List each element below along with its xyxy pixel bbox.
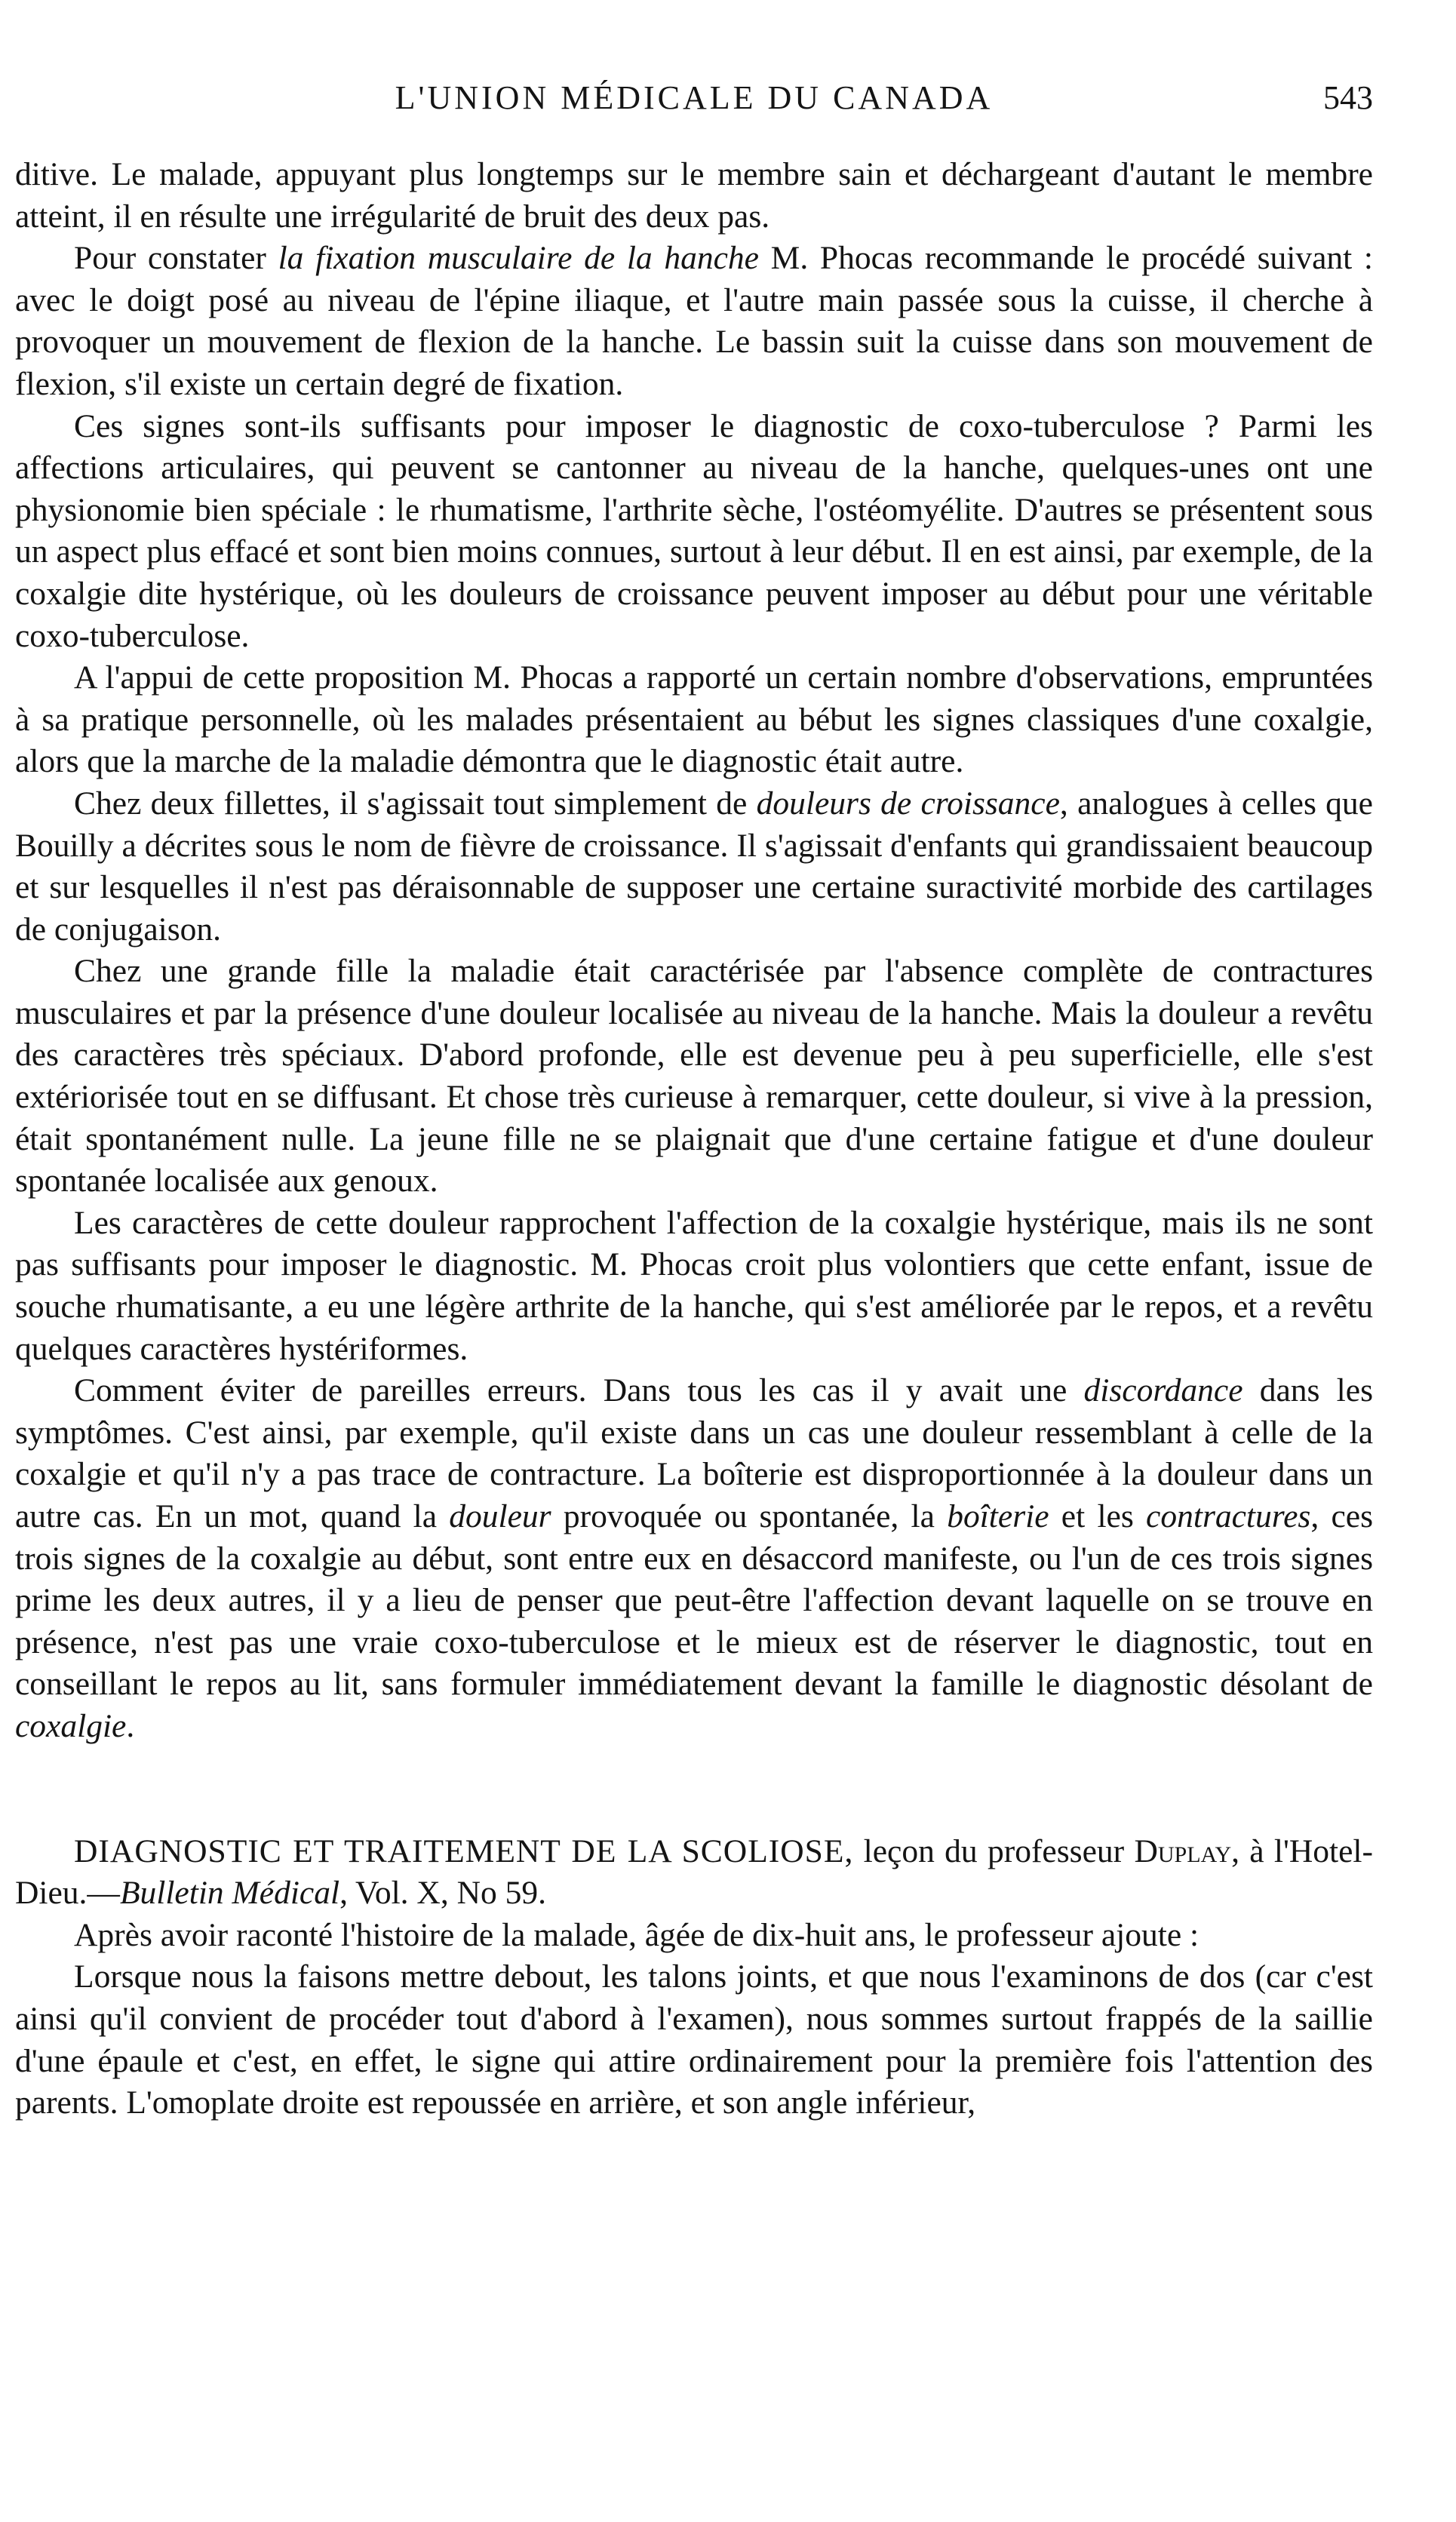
paragraph: [15, 783, 1373, 951]
text-run: et les: [1049, 1498, 1147, 1534]
italic-text: discordance: [1083, 1372, 1243, 1409]
paragraph: [15, 154, 1373, 238]
italic-text: coxalgie: [15, 1707, 127, 1744]
paragraph: [15, 1956, 1373, 2124]
section-subtitle: leçon du professeur: [853, 1832, 1135, 1869]
section-title: DIAGNOSTIC ET TRAITEMENT DE LA SCOLIOSE,: [74, 1832, 854, 1869]
text-run: ditive. Le malade, appuyant plus longtemps sur le membre sain et déchargeant d'autant le membre atteint, il en résulte une irrégularité de bruit des deux pas.: [15, 156, 1373, 235]
running-header: [15, 72, 1373, 125]
italic-text: la fixation musculaire de la hanche: [278, 240, 759, 277]
text-run: , analogues à celles que Bouilly a décrites sous le nom de fièvre de croissance. Il s'agissait d'enfants qui grandissaient beaucoup et sur lesquelles il n'est pas déraisonnable de supposer une certaine suractivité morbide des cartilages de conjugaison.: [15, 785, 1373, 948]
text-run: dans les symptômes. C'est ainsi, par exemple, qu'il existe dans un cas une douleur ressemblant à celle de la coxalgie et qu'il n'y a pas trace de contracture. La boîterie est disproportionnée à la douleur dans un autre cas. En un mot, quand la: [15, 1372, 1374, 1534]
paragraph: [15, 951, 1373, 1203]
text-run: A l'appui de cette proposition M. Phocas a rapporté un certain nombre d'observations, empruntées à sa pratique personnelle, où les malades présentaient au bébut les signes classiques d'une coxalgie, alors que la marche de la maladie démontra que le diagnostic était autre.: [15, 659, 1373, 780]
paragraph: [15, 406, 1373, 658]
text-run: Comment éviter de pareilles erreurs. Dans tous les cas il y avait une: [74, 1372, 1084, 1409]
text-run: M. Phocas recommande le procédé suivant : avec le doigt posé au niveau de l'épine iliaque, et l'autre main passée sous la cuisse, il cherche à provoquer un mouvement de flexion de la hanche. Le bassin suit la cuisse dans son mouvement de flexion, s'il existe un certain degré de fixation.: [15, 240, 1374, 402]
paragraph: [15, 1370, 1373, 1747]
italic-text: douleurs de croissance: [756, 785, 1060, 822]
paragraph: [15, 238, 1373, 405]
text-run: Ces signes sont-ils suffisants pour imposer le diagnostic de coxo-tuberculose ? Parmi les affections articulaires, qui peuvent se cantonner au niveau de la hanche, quelques-unes ont une physionomie bien spéciale : le rhumatisme, l'arthrite sèche, l'ostéomyélite. D'autres se présentent sous un aspect plus effacé et sont bien moins connues, surtout à leur début. Il en est ainsi, par exemple, de la coxalgie dite hystérique, où les douleurs de croissance peuvent imposer au début pour une véritable coxo-tuberculose.: [15, 407, 1373, 654]
italic-text: contractures: [1146, 1498, 1311, 1534]
text-run: provoquée ou spontanée, la: [551, 1498, 948, 1534]
text-run: Chez deux fillettes, il s'agissait tout simplement de: [74, 785, 757, 822]
article-body: [15, 154, 1373, 2124]
italic-text: boîterie: [947, 1498, 1049, 1534]
text-run: Pour constater: [74, 240, 278, 277]
paragraph: [15, 1203, 1373, 1370]
journal-reference: Bulletin Médical: [119, 1875, 340, 1912]
section-heading: [15, 1831, 1373, 1915]
paragraph: [15, 1915, 1373, 1957]
text-run: .: [126, 1707, 135, 1744]
volume-reference: , Vol. X, No 59.: [339, 1875, 546, 1912]
paragraph: [15, 657, 1373, 783]
author-name: Duplay: [1134, 1832, 1232, 1869]
page-number: 543: [1323, 79, 1373, 116]
journal-title: L'UNION MÉDICALE DU CANADA: [395, 79, 994, 116]
italic-text: douleur: [449, 1498, 551, 1534]
text-run: Après avoir raconté l'histoire de la malade, âgée de dix-huit ans, le professeur ajoute :: [74, 1916, 1200, 1953]
text-run: Lorsque nous la faisons mettre debout, les talons joints, et que nous l'examinons de dos (car c'est ainsi qu'il convient de procéder tout d'abord à l'examen), nous sommes surtout frappés de la saillie d'une épaule et c'est, en effet, le signe qui attire ordinairement pour la première fois l'attention des parents. L'omoplate droite est repoussée en arrière, et son angle inférieur,: [15, 1958, 1373, 2121]
text-run: , ces trois signes de la coxalgie au début, sont entre eux en désaccord manifeste, ou l'un de ces trois signes prime les deux autres, il y a lieu de penser que peut-être l'affection devant laquelle on se trouve en présence, n'est pas une vraie coxo-tuberculose et le mieux est de réserver le diagnostic, tout en conseillant le repos au lit, sans formuler immédiatement devant la famille le diagnostic désolant de: [15, 1498, 1373, 1703]
section-place: , à l'Hotel-Dieu.—: [15, 1832, 1373, 1912]
text-run: Chez une grande fille la maladie était caractérisée par l'absence complète de contractures musculaires et par la présence d'une douleur localisée au niveau de la hanche. Mais la douleur a revêtu des caractères très spéciaux. D'abord profonde, elle est devenue peu à peu superficielle, elle s'est extériorisée tout en se diffusant. Et chose très curieuse à remarquer, cette douleur, si vive à la pression, était spontanément nulle. La jeune fille ne se plaignait que d'une certaine fatigue et d'une douleur spontanée localisée aux genoux.: [15, 953, 1373, 1200]
text-run: Les caractères de cette douleur rapprochent l'affection de la coxalgie hystérique, mais ils ne sont pas suffisants pour imposer le diagnostic. M. Phocas croit plus volontiers que cette enfant, issue de souche rhumatisante, a eu une légère arthrite de la hanche, qui s'est améliorée par le repos, et a revêtu quelques caractères hystériformes.: [15, 1204, 1373, 1367]
